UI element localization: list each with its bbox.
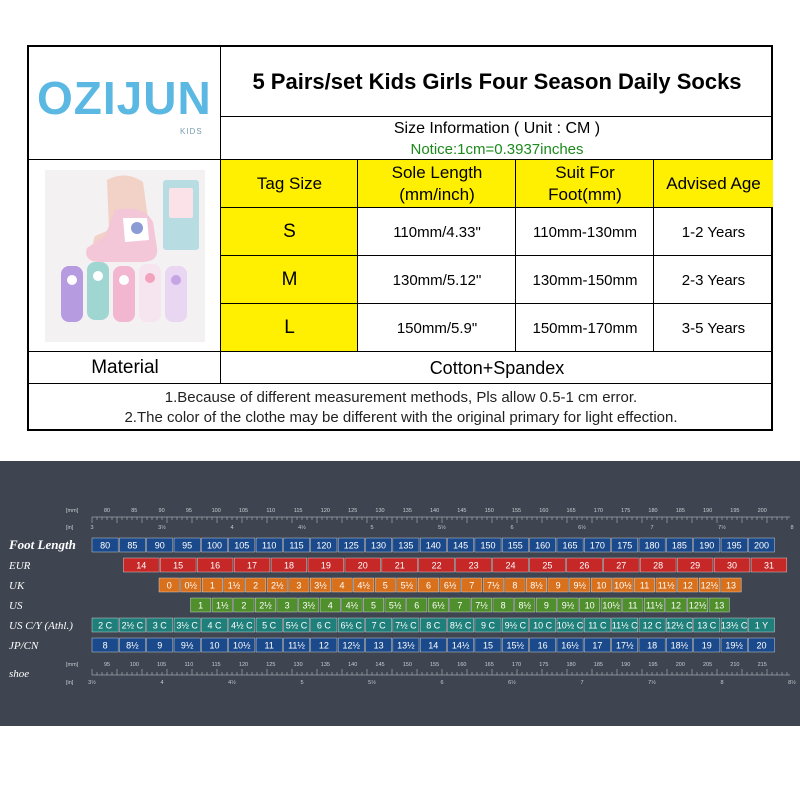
size-cell-label: 9½	[180, 640, 194, 651]
size-cell-label: 130	[371, 540, 387, 551]
size-cell-label: 80	[100, 540, 111, 551]
size-cell-label: 145	[453, 540, 469, 551]
size-cell-label: 8½	[126, 640, 139, 651]
row-label: EUR	[9, 560, 31, 572]
divider	[357, 160, 358, 352]
size-cell-label: 16	[537, 640, 548, 651]
ruler-mm-label: 155	[511, 508, 522, 514]
size-cell-label: 8½	[518, 600, 532, 611]
ruler-in-label: 7	[650, 525, 654, 531]
size-cell-label: 17	[247, 560, 258, 571]
size-cell-label: 150	[480, 540, 496, 551]
size-cell-label: 1½	[216, 600, 229, 611]
size-cell-label: 155	[507, 540, 523, 551]
shoe-size-chart	[0, 461, 800, 726]
ruler-mm-label: 135	[402, 508, 412, 514]
ruler-mm-label: 175	[539, 662, 549, 668]
size-cell-label: 8 C	[426, 620, 441, 631]
ruler-mm-label: 80	[103, 508, 111, 514]
ruler-mm-label: 200	[757, 508, 767, 514]
size-cell-label: 13½	[397, 640, 415, 651]
ruler-mm-label: 140	[430, 508, 440, 514]
size-cell-label: 7½ C	[395, 620, 417, 631]
size-cell-label: 110	[261, 540, 277, 551]
row-label: UK	[9, 580, 25, 592]
size-cell-label: 140	[425, 540, 441, 551]
ruler-mm-label: 95	[103, 662, 111, 668]
ruler-mm-label: 95	[185, 508, 192, 514]
brand-logo-sub: KIDS	[180, 127, 203, 136]
divider	[29, 383, 773, 384]
size-cell-label: 195	[726, 540, 742, 551]
size-cell-label: 2	[253, 580, 259, 591]
size-cell-label: 19	[320, 560, 331, 571]
size-cell-label: 0	[166, 580, 172, 591]
size-cell-label: 95	[182, 540, 193, 551]
size-cell-label: 15	[482, 640, 493, 651]
header-sole-length	[358, 160, 516, 208]
size-cell-label: 3½	[302, 600, 315, 611]
ruler-mm-label: 125	[348, 508, 358, 514]
ruler-in-label: 8½	[788, 680, 796, 686]
size-cell-label: 18½	[670, 640, 689, 651]
size-cell-label: 25	[542, 560, 553, 571]
size-cell-label: 6½ C	[340, 620, 362, 631]
ruler-in-label: 6	[510, 525, 514, 531]
size-cell-label: 12 C	[642, 620, 662, 631]
size-cell-label: 18	[283, 560, 294, 571]
row-label: Foot Length	[9, 537, 76, 552]
ruler-mm-label: 140	[348, 662, 358, 668]
size-cell-label: 3 C	[152, 620, 167, 631]
size-cell-label: 9	[555, 580, 561, 591]
divider	[220, 47, 221, 384]
tag-size-m: M	[221, 256, 358, 304]
size-cell-label: 3½ C	[176, 620, 198, 631]
ruler-in-label: 7½	[648, 680, 656, 686]
ruler-in-label: 4½	[298, 525, 306, 531]
size-cell-label: 2	[241, 600, 247, 611]
size-cell-label: 14½	[451, 640, 470, 651]
ruler-in-label: 5	[370, 525, 374, 531]
ruler-in-label: 6	[440, 680, 444, 686]
ruler-mm-label: 160	[539, 508, 549, 514]
size-cell-label: 9½	[561, 600, 575, 611]
size-cell-label: 11½	[657, 580, 675, 591]
size-cell-label: 0½	[184, 580, 198, 591]
size-cell-label: 8	[512, 580, 518, 591]
size-cell-label: 5	[371, 600, 377, 611]
suit-foot-s: 110mm-130mm	[533, 223, 637, 241]
size-cell-label: 4½	[345, 600, 359, 611]
sole-length-l: 150mm/5.9"	[396, 319, 478, 337]
ruler-mm-label: 165	[484, 662, 494, 668]
header-suit-for-foot	[516, 160, 654, 208]
size-cell-label: 10	[596, 580, 607, 591]
divider	[221, 303, 773, 304]
ruler-in-label: 3½	[88, 680, 96, 686]
divider	[221, 116, 773, 117]
size-cell-label: 120	[316, 540, 332, 551]
size-cell-label: 2½	[270, 580, 284, 591]
ruler-in-label: 8	[790, 525, 794, 531]
ruler-mm-label: 195	[648, 662, 658, 668]
header-advised-age: Advised Age	[654, 160, 773, 208]
product-photo	[29, 160, 221, 352]
note-2: 2.The color of the clothe may be different with the original primary for light effection.	[124, 408, 678, 426]
size-cell-label: 16½	[561, 640, 579, 651]
size-cell-label: 115	[289, 540, 304, 551]
size-cell-label: 5½ C	[285, 620, 308, 631]
size-cell-label: 13½ C	[720, 620, 748, 631]
size-cell-label: 1	[198, 600, 204, 611]
size-cell-label: 175	[617, 540, 633, 551]
ruler-mm-label: 125	[266, 662, 276, 668]
ruler-mm-label: 110	[184, 662, 194, 668]
size-cell-label: 26	[579, 560, 590, 571]
ruler-mm-label: 120	[320, 508, 330, 514]
advised-age-s: 1-2 Years	[681, 223, 746, 241]
size-cell-label: 1	[209, 580, 215, 591]
ruler-mm-label: 175	[621, 508, 631, 514]
size-cell-label: 165	[562, 540, 578, 551]
size-cell-label: 11½	[288, 640, 305, 651]
sole-length-s: 110mm/4.33"	[393, 223, 481, 241]
size-cell-label: 5 C	[262, 620, 277, 631]
row-label: JP/CN	[9, 640, 39, 652]
size-cell-label: 19½	[725, 640, 743, 651]
size-cell-label: 29	[690, 560, 701, 571]
ruler-mm-label: 210	[730, 662, 740, 668]
size-cell-label: 9½ C	[504, 620, 527, 631]
size-cell-label: 10½	[233, 640, 251, 651]
size-cell-label: 15½	[506, 640, 525, 651]
divider	[515, 160, 516, 352]
size-cell-label: 28	[653, 560, 664, 571]
size-cell-label: 8	[500, 600, 506, 611]
row-label: US	[9, 600, 23, 612]
ruler-mm-label: 185	[593, 662, 603, 668]
size-cell-label: 8	[102, 640, 108, 651]
size-cell-label: 2 C	[98, 620, 113, 631]
size-cell-label: 6	[414, 600, 420, 611]
size-cell-label: 2½	[259, 600, 272, 611]
ruler-mm-label: 110	[266, 508, 276, 514]
material-label: Material	[91, 357, 159, 378]
ruler-in-label: 5	[300, 680, 304, 686]
ruler-mm-label: 160	[457, 662, 467, 668]
ruler-in-label: 7½	[718, 525, 726, 531]
size-cell-label: 1½	[227, 580, 241, 591]
size-cell-label: 7½	[487, 580, 500, 591]
size-cell-label: 15	[173, 560, 184, 571]
size-cell-label: 14	[136, 560, 147, 571]
ruler-mm-label: 115	[211, 662, 221, 668]
size-cell-label: 11 C	[588, 620, 607, 631]
size-cell-label: 3½	[314, 580, 327, 591]
ruler-mm-label: 130	[293, 662, 303, 668]
ruler-in-label: 4½	[228, 680, 236, 686]
size-cell-label: 4	[327, 600, 333, 611]
size-cell-label: 5	[382, 580, 388, 591]
advised-age-l: 3-5 Years	[681, 319, 746, 337]
size-cell-label: 18	[647, 640, 658, 651]
size-cell-label: 12½	[700, 580, 719, 591]
ruler-in-label: 4	[230, 525, 234, 531]
size-cell-label: 125	[343, 540, 359, 551]
divider	[653, 160, 654, 352]
ruler-in-label: 7	[580, 680, 584, 686]
size-cell-label: 6	[425, 580, 431, 591]
size-cell-label: 180	[644, 540, 660, 551]
size-cell-label: 9	[157, 640, 163, 651]
size-cell-label: 11½ C	[611, 620, 638, 631]
ruler-mm-label: 120	[238, 662, 249, 668]
size-cell-label: 20	[756, 640, 767, 651]
size-cell-label: 20	[357, 560, 368, 571]
ruler-mm-label: 165	[566, 508, 576, 514]
ruler-in-label: 8	[720, 680, 724, 686]
ruler-mm-label: 200	[675, 662, 685, 668]
ruler-mm-label: 180	[648, 508, 658, 514]
notes	[29, 384, 773, 431]
ruler-in-label: 3½	[158, 525, 166, 531]
advised-age-m: 2-3 Years	[681, 271, 746, 289]
ruler-unit-in: [in]	[66, 680, 74, 686]
size-cell-label: 190	[699, 540, 715, 551]
size-cell-label: 100	[206, 540, 222, 551]
ruler-in-label: 5½	[368, 680, 376, 686]
ruler-mm-label: 190	[621, 662, 631, 668]
ruler-mm-label: 130	[375, 508, 385, 514]
size-cell-label: 4½ C	[231, 620, 253, 631]
size-cell-label: 5½	[400, 580, 414, 591]
size-cell-label: 12½	[688, 600, 707, 611]
header-tag-size: Tag Size	[221, 160, 358, 208]
size-cell-label: 14	[428, 640, 439, 651]
ruler-in-label: 5½	[438, 525, 446, 531]
socks-photo	[45, 170, 205, 342]
ruler-mm-label: 150	[484, 508, 494, 514]
suit-foot-m: 130mm-150mm	[532, 271, 638, 289]
size-cell-label: 170	[589, 540, 605, 551]
ruler-mm-label: 205	[703, 662, 713, 668]
suit-foot-l: 150mm-170mm	[532, 319, 638, 337]
size-cell-label: 12	[318, 640, 329, 651]
size-cell-label: 17	[592, 640, 603, 651]
ruler-in-label: 6½	[508, 680, 516, 686]
size-cell-label: 16	[210, 560, 221, 571]
size-cell-label: 13	[373, 640, 384, 651]
size-cell-label: 12	[670, 600, 682, 611]
size-cell-label: 185	[671, 540, 687, 551]
size-cell-label: 10½	[614, 580, 632, 591]
shoe-size-chart-svg	[0, 461, 800, 726]
ruler-mm-label: 155	[430, 662, 440, 668]
row-label: US C/Y (Athl.)	[9, 620, 73, 632]
size-cell-label: 90	[154, 540, 165, 551]
header-line: Suit For	[555, 163, 615, 182]
size-cell-label: 160	[535, 540, 551, 551]
header-line: (mm/inch)	[399, 185, 475, 204]
size-cell-label: 11	[628, 600, 638, 611]
size-cell-label: 12½ C	[666, 620, 693, 631]
row-label: shoe	[9, 668, 30, 680]
size-cell-label: 7½	[475, 600, 488, 611]
size-cell-label: 7	[469, 580, 475, 591]
size-cell-label: 9½	[573, 580, 586, 591]
size-info-line: Size Information ( Unit : CM )	[393, 119, 601, 137]
header-line: Sole Length	[391, 163, 483, 182]
size-cell-label: 12½	[342, 640, 360, 651]
header-line: Foot(mm)	[548, 185, 622, 204]
ruler-mm-label: 100	[211, 508, 221, 514]
size-cell-label: 12	[682, 580, 693, 591]
size-cell-label: 9 C	[480, 620, 495, 631]
size-cell-label: 30	[727, 560, 738, 571]
ruler-in-label: 6½	[578, 525, 586, 531]
size-cell-label: 200	[753, 540, 769, 551]
size-cell-label: 11	[639, 580, 650, 591]
ruler-mm-label: 215	[757, 662, 767, 668]
size-cell-label: 31	[763, 560, 774, 571]
size-cell-label: 27	[616, 560, 627, 571]
ruler-mm-label: 135	[320, 662, 330, 668]
ruler-unit-in: [in]	[66, 525, 74, 531]
size-cell-label: 6½	[432, 600, 445, 611]
size-cell-label: 10	[209, 640, 220, 651]
divider	[221, 255, 773, 256]
size-cell-label: 2½ C	[121, 620, 144, 631]
size-cell-label: 19	[701, 640, 712, 651]
material-value: Cotton+Spandex	[429, 357, 565, 378]
size-cell-label: 13	[714, 600, 725, 611]
size-cell-label: 3	[296, 580, 302, 591]
size-cell-label: 7 C	[371, 620, 386, 631]
brand-logo-cell	[29, 47, 221, 160]
ruler-in-label: 4	[160, 680, 164, 686]
size-cell-label: 6½	[443, 580, 457, 591]
tag-size-l: L	[221, 304, 358, 352]
ruler-mm-label: 170	[511, 662, 522, 668]
size-cell-label: 24	[505, 560, 516, 571]
size-cell-label: 13 C	[697, 620, 717, 631]
divider	[29, 351, 773, 352]
size-information	[221, 117, 773, 160]
divider	[221, 207, 773, 208]
ruler-mm-label: 145	[457, 508, 467, 514]
ruler-in-label: 3	[90, 525, 94, 531]
ruler-mm-label: 180	[566, 662, 576, 668]
size-cell-label: 5½	[388, 600, 402, 611]
size-cell-label: 10	[584, 600, 595, 611]
size-cell-label: 8½	[530, 580, 543, 591]
size-cell-label: 7	[457, 600, 463, 611]
ruler-mm-label: 105	[238, 508, 249, 514]
size-cell-label: 135	[398, 540, 414, 551]
size-cell-label: 8½ C	[449, 620, 472, 631]
ruler-mm-label: 150	[402, 662, 412, 668]
size-cell-label: 4 C	[207, 620, 222, 631]
size-cell-label: 3	[284, 600, 290, 611]
divider	[29, 159, 773, 160]
size-cell-label: 6 C	[316, 620, 331, 631]
ruler-mm-label: 100	[129, 662, 139, 668]
size-cell-label: 22	[431, 560, 442, 571]
ruler-mm-label: 115	[293, 508, 303, 514]
size-cell-label: 1 Y	[754, 620, 769, 631]
size-cell-label: 21	[394, 560, 405, 571]
ruler-mm-label: 190	[703, 508, 713, 514]
ruler-mm-label: 195	[730, 508, 740, 514]
size-cell-label: 17½	[615, 640, 634, 651]
size-cell-label: 10½ C	[556, 620, 584, 631]
size-cell-label: 11½	[645, 600, 663, 611]
ruler-mm-label: 90	[158, 508, 165, 514]
size-cell-label: 10½	[602, 600, 620, 611]
size-cell-label: 11	[264, 640, 274, 651]
ruler-mm-label: 170	[593, 508, 603, 514]
size-cell-label: 13	[725, 580, 736, 591]
unit-notice: Notice:1cm=0.3937inches	[410, 140, 584, 158]
ruler-mm-label: 185	[675, 508, 685, 514]
size-cell-label: 4	[339, 580, 345, 591]
size-cell-label: 10 C	[533, 620, 553, 631]
size-cell-label: 4½	[357, 580, 370, 591]
product-title: 5 Pairs/set Kids Girls Four Season Daily Socks	[252, 69, 742, 94]
ruler-mm-label: 85	[131, 508, 138, 514]
ruler-unit-mm: [mm]	[66, 662, 79, 668]
size-cell-label: 9	[543, 600, 549, 611]
note-1: 1.Because of different measurement methods, Pls allow 0.5-1 cm error.	[164, 388, 638, 406]
size-table	[27, 45, 773, 431]
brand-logo: OZIJUN	[37, 72, 212, 124]
size-cell-label: 23	[468, 560, 479, 571]
tag-size-s: S	[221, 208, 358, 256]
size-cell-label: 85	[127, 540, 138, 551]
ruler-mm-label: 105	[157, 662, 167, 668]
size-cell-label: 105	[234, 540, 250, 551]
ruler-mm-label: 145	[375, 662, 385, 668]
ruler-unit-mm: [mm]	[66, 508, 79, 514]
sole-length-m: 130mm/5.12"	[392, 271, 482, 289]
